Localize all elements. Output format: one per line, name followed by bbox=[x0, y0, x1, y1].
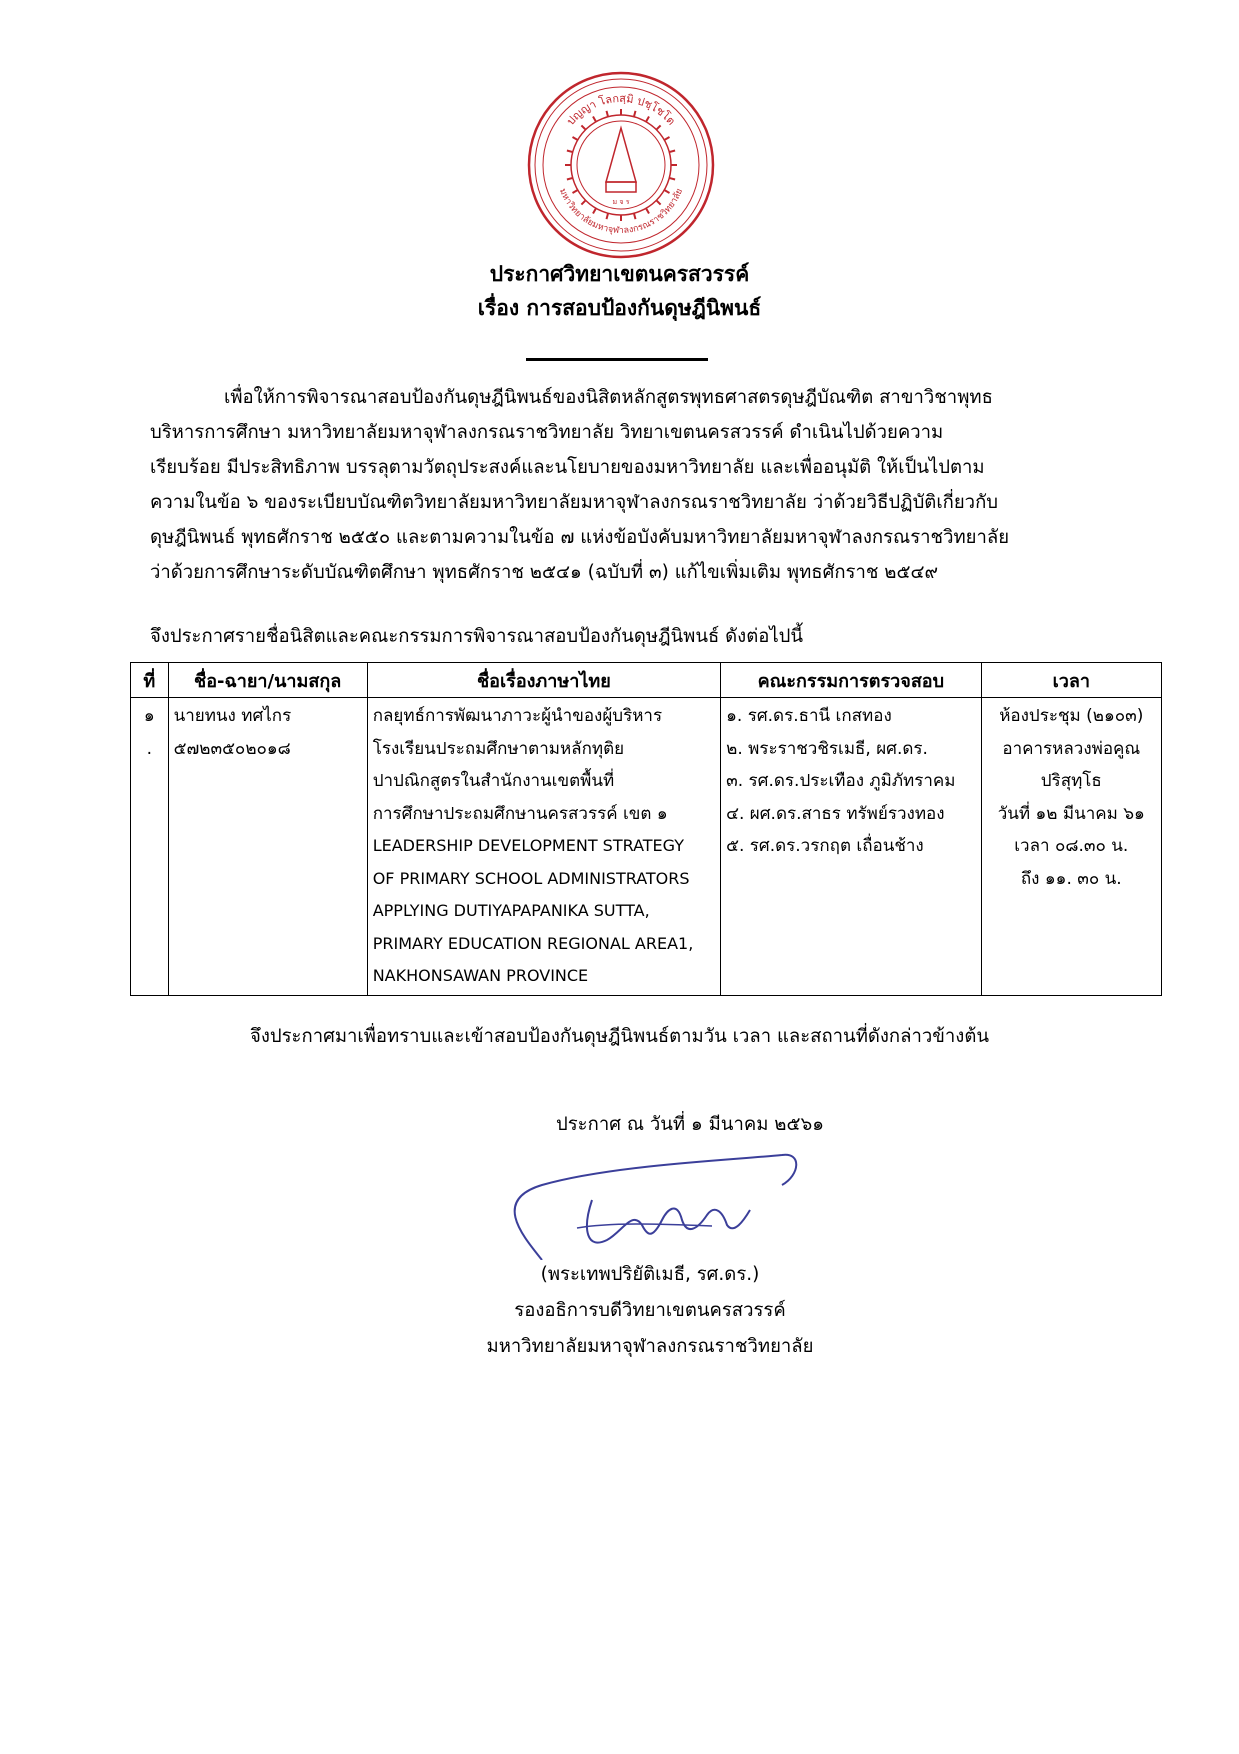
col-header-time: เวลา bbox=[981, 663, 1161, 698]
title-line-en: NAKHONSAWAN PROVINCE bbox=[372, 966, 589, 985]
cell-title bbox=[367, 698, 720, 996]
committee-member: ๑. รศ.ดร.ธานี เกสทอง bbox=[726, 706, 892, 726]
seal-spoke bbox=[607, 111, 609, 117]
table-header-row bbox=[131, 663, 1162, 698]
seal-spoke bbox=[567, 151, 573, 153]
seal-spoke bbox=[573, 190, 578, 193]
seal-spoke bbox=[669, 151, 675, 153]
seal-spoke bbox=[669, 178, 675, 180]
committee-member: ๔. ผศ.ดร.สาธร ทรัพย์รวงทอง bbox=[726, 803, 945, 824]
cell-time bbox=[981, 698, 1161, 996]
title-line-en: OF PRIMARY SCHOOL ADMINISTRATORS bbox=[372, 868, 690, 888]
title-line: การศึกษาประถมศึกษานครสวรรค์ เขต ๑ bbox=[372, 803, 668, 824]
time-line: อาคารหลวงพ่อคูณ bbox=[1002, 738, 1141, 759]
committee-member: ๒. พระราชวชิรเมธี, ผศ.ดร. bbox=[726, 738, 928, 759]
seal-spoke bbox=[607, 213, 609, 219]
body-line: บริหารการศึกษา มหาวิทยาลัยมหาจุฬาลงกรณราชวิทยาลัย วิทยาเขตนครสวรรค์ ดำเนินไปด้วยความ bbox=[150, 422, 944, 443]
cell-name bbox=[168, 698, 367, 996]
seal-top-text: ปญญา โลกสฺมิ ปชฺโชโต bbox=[564, 91, 678, 128]
seal-spoke bbox=[567, 178, 573, 180]
seal-spoke bbox=[664, 190, 669, 193]
seal-spoke bbox=[573, 137, 578, 140]
signer-position: รองอธิการบดีวิทยาเขตนครสวรรค์ bbox=[514, 1300, 786, 1321]
cell-no bbox=[131, 698, 169, 996]
seal-spoke bbox=[656, 200, 660, 204]
signer-name: (พระเทพปริยัติเมธี, รศ.ดร.) bbox=[540, 1264, 760, 1285]
seal-spoke bbox=[593, 117, 596, 122]
body-line: เพื่อให้การพิจารณาสอบป้องกันดุษฎีนิพนธ์ของนิสิตหลักสูตรพุทธศาสตรดุษฎีบัณฑิต สาขาวิชาพุทธ bbox=[224, 387, 993, 408]
time-line: ห้องประชุม (๒๑๐๓) bbox=[999, 706, 1144, 726]
table-row bbox=[131, 698, 1162, 996]
university-seal-icon bbox=[526, 70, 716, 260]
title-divider bbox=[526, 358, 708, 361]
announcement-date: ประกาศ ณ วันที่ ๑ มีนาคม ๒๕๖๑ bbox=[556, 1114, 824, 1135]
seal-spoke bbox=[581, 125, 585, 129]
seal-spoke bbox=[646, 117, 649, 122]
student-id: ๕๗๒๓๕๐๒๐๑๘ bbox=[173, 738, 291, 759]
seal-spoke bbox=[581, 200, 585, 204]
col-header-no: ที่ bbox=[131, 663, 169, 698]
body-paragraph bbox=[150, 380, 1084, 590]
time-line: ถึง ๑๑. ๓๐ น. bbox=[1020, 868, 1122, 889]
student-name: นายทนง ทศไกร bbox=[173, 706, 292, 726]
announcement-subject: เรื่อง การสอบป้องกันดุษฎีนิพนธ์ bbox=[477, 296, 762, 320]
seal-badge: ม จ ร bbox=[612, 198, 630, 206]
title-line: โรงเรียนประถมศึกษาตามหลักทุติย bbox=[372, 738, 625, 759]
committee-member: ๓. รศ.ดร.ประเทือง ภูมิภัทราคม bbox=[726, 771, 956, 791]
time-line: เวลา ๐๘.๓๐ น. bbox=[1014, 836, 1129, 856]
title-line: กลยุทธ์การพัฒนาภาวะผู้นำของผู้บริหาร bbox=[372, 706, 663, 726]
seal-spoke bbox=[664, 137, 669, 140]
body-line: ความในข้อ ๖ ของระเบียบบัณฑิตวิทยาลัยมหาวิทยาลัยมหาจุฬาลงกรณราชวิทยาลัย ว่าด้วยวิธีปฏิบัติเกี่ยวกับ bbox=[150, 492, 999, 513]
body-line: ว่าด้วยการศึกษาระดับบัณฑิตศึกษา พุทธศักราช ๒๕๔๑ (ฉบับที่ ๓) แก้ไขเพิ่มเติม พุทธศักราช ๒๕๔๙ bbox=[150, 562, 939, 583]
cell-committee bbox=[721, 698, 981, 996]
table-intro: จึงประกาศรายชื่อนิสิตและคณะกรรมการพิจารณาสอบป้องกันดุษฎีนิพนธ์ ดังต่อไปนี้ bbox=[150, 626, 804, 647]
time-line: ปริสุทฺโธ bbox=[1040, 771, 1102, 791]
seal-bottom-text: มหาวิทยาลัยมหาจุฬาลงกรณราชวิทยาลัย bbox=[556, 187, 686, 237]
seal-spoke bbox=[634, 111, 636, 117]
col-header-committee: คณะกรรมการตรวจสอบ bbox=[721, 663, 981, 698]
seal-spoke bbox=[593, 208, 596, 213]
title-line-en: APPLYING DUTIYAPAPANIKA SUTTA, bbox=[372, 901, 650, 920]
time-line: วันที่ ๑๒ มีนาคม ๖๑ bbox=[997, 803, 1145, 824]
seal-spoke bbox=[646, 208, 649, 213]
title-line-en: LEADERSHIP DEVELOPMENT STRATEGY bbox=[372, 836, 685, 855]
title-line: ปาปณิกสูตรในสำนักงานเขตพื้นที่ bbox=[372, 771, 615, 791]
cell-no-line: ๑ bbox=[143, 706, 155, 726]
announcement-title: ประกาศวิทยาเขตนครสวรรค์ bbox=[489, 262, 750, 286]
seal-spoke bbox=[656, 125, 660, 129]
seal-spoke bbox=[634, 213, 636, 219]
committee-member: ๕. รศ.ดร.วรกฤต เถื่อนช้าง bbox=[726, 836, 924, 856]
col-header-title: ชื่อเรื่องภาษาไทย bbox=[367, 663, 720, 698]
candidate-table bbox=[130, 662, 1162, 996]
cell-no-line: . bbox=[146, 738, 152, 759]
closing-statement: จึงประกาศมาเพื่อทราบและเข้าสอบป้องกันดุษฎีนิพนธ์ตามวัน เวลา และสถานที่ดังกล่าวข้างต้น bbox=[250, 1026, 989, 1047]
body-line: เรียบร้อย มีประสิทธิภาพ บรรลุตามวัตถุประสงค์และนโยบายของมหาวิทยาลัย และเพื่ออนุมัติ ให้เป็นไปตาม bbox=[150, 457, 985, 478]
handwritten-signature bbox=[482, 1140, 822, 1260]
signer-organization: มหาวิทยาลัยมหาจุฬาลงกรณราชวิทยาลัย bbox=[486, 1336, 814, 1357]
col-header-name: ชื่อ-ฉายา/นามสกุล bbox=[168, 663, 367, 698]
title-line-en: PRIMARY EDUCATION REGIONAL AREA1, bbox=[372, 933, 694, 953]
body-line: ดุษฎีนิพนธ์ พุทธศักราช ๒๕๕๐ และตามความในข้อ ๗ แห่งข้อบังคับมหาวิทยาลัยมหาจุฬาลงกรณราชวิทยาลัย bbox=[150, 527, 1010, 548]
